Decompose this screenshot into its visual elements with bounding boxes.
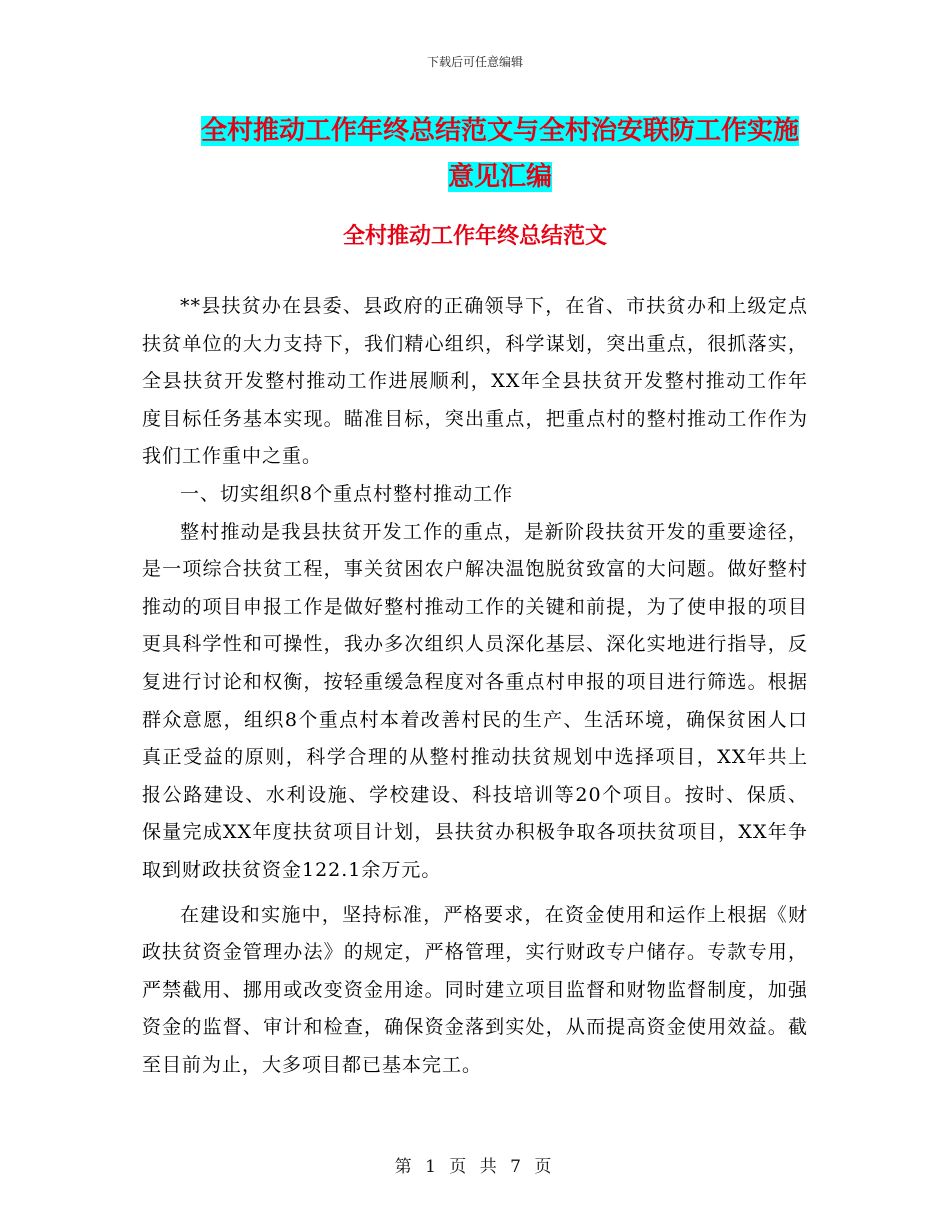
paragraph-body-2: 在建设和实施中，坚持标准，严格要求，在资金使用和运作上根据《财政扶贫资金管理办法》的规定，严格管理，实行财政专户储存。专款专用，严禁截用、挪用或改变资金用途。同时建立项目监督和财物监督制度，加强资金的监督、审计和检查，确保资金落到实处，从而提高资金使用效益。截至目前为止，大多项目都已基本完工。	[142, 903, 808, 1076]
document-title-line-2: 意见汇编	[447, 162, 552, 192]
paragraph-body-1: 整村推动是我县扶贫开发工作的重点，是新阶段扶贫开发的重要途径，是一项综合扶贫工程，事关贫困农户解决温饱脱贫致富的大问题。做好整村推动的项目申报工作是做好整村推动工作的关键和前提，为了使申报的项目更具科学性和可操性，我办多次组织人员深化基层、深化实地进行指导，反复进行讨论和权衡，按轻重缓急程度对各重点村申报的项目进行筛选。根据群众意愿，组织8个重点村本着改善村民的生产、生活环境，确保贫困人口真正受益的原则，科学合理的从整村推动扶贫规划中选择项目，XX年共上报公路建设、水利设施、学校建设、科技培训等20个项目。按时、保质、保量完成XX年度扶贫项目计划，县扶贫办积极争取各项扶贫项目，XX年争取到财政扶贫资金122.1余万元。	[142, 520, 808, 881]
paragraph-heading-1: 一、切实组织8个重点村整村推动工作	[180, 482, 514, 505]
paragraph-intro: **县扶贫办在县委、县政府的正确领导下，在省、市扶贫办和上级定点扶贫单位的大力支持下，我们精心组织，科学谋划，突出重点，很抓落实，全县扶贫开发整村推动工作进展顺利，XX年全县扶贫开发整村推动工作年度目标任务基本实现。瞄准目标，突出重点，把重点村的整村推动工作作为我们工作重中之重。	[142, 295, 808, 468]
document-title-line-1: 全村推动工作年终总结范文与全村治安联防工作实施	[200, 116, 799, 146]
header-note: 下载后可任意编辑	[426, 55, 523, 69]
page-number-footer: 第 1 页 共 7 页	[394, 1157, 556, 1177]
document-title	[180, 108, 820, 200]
document-body	[142, 288, 808, 1084]
section-title: 全村推动工作年终总结范文	[342, 224, 607, 249]
